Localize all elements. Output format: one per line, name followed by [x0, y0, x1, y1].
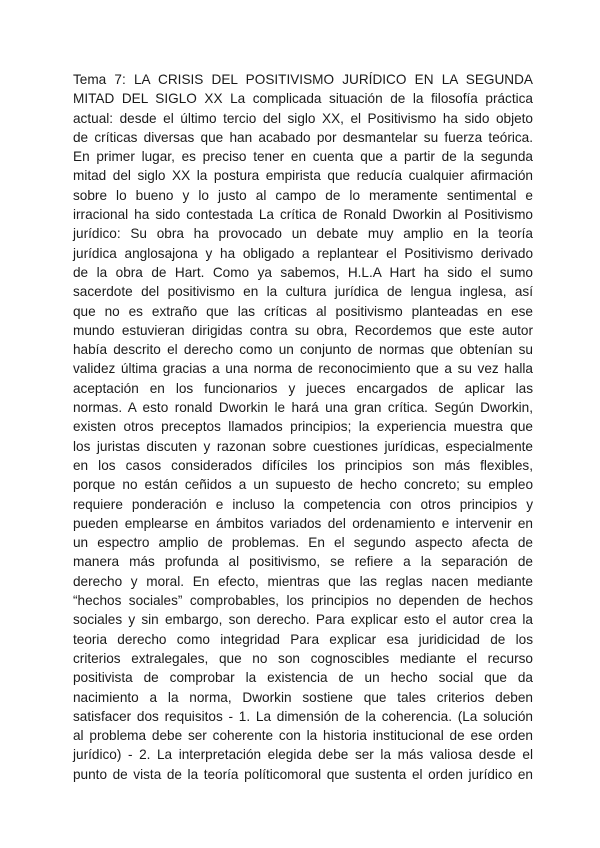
- text-line: criterios extralegales, que no son cognoscibles mediante el recurso: [73, 650, 533, 666]
- text-line: al problema debe ser coherente con la historia institucional de ese orden: [73, 728, 533, 744]
- text-line: los juristas discuten y razonan sobre cuestiones jurídicas, especialmente: [73, 438, 533, 454]
- text-line: mundo estuvieran dirigidas contra su obra, Recordemos que este autor: [73, 322, 533, 338]
- text-line: jurídica anglosajona y ha obligado a replantear el Positivismo derivado: [73, 245, 533, 261]
- text-line: punto de vista de la teoría políticomoral que sustenta el orden jurídico en: [73, 766, 533, 782]
- text-line: jurídico) - 2. La interpretación elegida debe ser la más valiosa desde el: [73, 747, 533, 763]
- text-line: jurídico: Su obra ha provocado un debate muy amplio en la teoría: [73, 226, 533, 242]
- text-line: irracional ha sido contestada La crítica de Ronald Dworkin al Positivismo: [73, 207, 533, 223]
- text-line: requiere ponderación e incluso la competencia con otros principios y: [73, 496, 533, 512]
- text-line: existen otros preceptos llamados principios; la experiencia muestra que: [73, 419, 533, 435]
- text-line: satisfacer dos requisitos - 1. La dimensión de la coherencia. (La solución: [73, 708, 533, 724]
- text-line: sacerdote del positivismo en la cultura jurídica de lengua inglesa, así: [73, 284, 533, 300]
- text-line: había descrito el derecho como un conjunto de normas que obtenían su: [73, 342, 533, 358]
- text-line: un espectro amplio de problemas. En el segundo aspecto afecta de: [73, 535, 533, 551]
- text-line: manera más profunda al positivismo, se refiere a la separación de: [73, 554, 533, 570]
- text-line: nacimiento a la norma, Dworkin sostiene que tales criterios deben: [73, 689, 533, 705]
- text-line: “hechos sociales” comprobables, los principios no dependen de hechos: [73, 593, 533, 609]
- text-line: de críticas diversas que han acabado por desmantelar su fuerza teórica.: [73, 129, 533, 145]
- text-line: porque no están ceñidos a un supuesto de hecho concreto; su empleo: [73, 477, 533, 493]
- text-line: normas. A esto ronald Dworkin le hará una gran crítica. Según Dworkin,: [73, 400, 533, 416]
- text-line: en los casos considerados difíciles los principios son más flexibles,: [73, 457, 533, 473]
- text-line: de la obra de Hart. Como ya sabemos, H.L.A Hart ha sido el sumo: [73, 264, 533, 280]
- text-line: mitad del siglo XX la postura empirista que reducía cualquier afirmación: [73, 168, 533, 184]
- text-line: En primer lugar, es preciso tener en cuenta que a partir de la segunda: [73, 149, 533, 165]
- text-line: que no es extraño que las críticas al positivismo planteadas en ese: [73, 303, 533, 319]
- text-line: teoria derecho como integridad Para explicar esa juridicidad de los: [73, 631, 533, 647]
- text-line: positivista de comprobar la existencia de un hecho social que da: [73, 670, 533, 686]
- document-body: [73, 70, 533, 784]
- text-line: validez última gracias a una norma de reconocimiento que a su vez halla: [73, 361, 533, 377]
- text-line: derecho y moral. En efecto, mientras que las reglas nacen mediante: [73, 573, 533, 589]
- text-line: pueden emplearse en ámbitos variados del ordenamiento e intervenir en: [73, 515, 533, 531]
- text-line: sociales y sin embargo, son derecho. Para explicar esto el autor crea la: [73, 612, 533, 628]
- text-line: aceptación en los funcionarios y jueces encargados de aplicar las: [73, 380, 533, 396]
- text-line: actual: desde el último tercio del siglo XX, el Positivismo ha sido objeto: [73, 110, 533, 126]
- text-line: MITAD DEL SIGLO XX La complicada situación de la filosofía práctica: [73, 91, 533, 107]
- text-line: Tema 7: LA CRISIS DEL POSITIVISMO JURÍDICO EN LA SEGUNDA: [73, 72, 533, 87]
- text-line: sobre lo bueno y lo justo al campo de lo meramente sentimental e: [73, 187, 533, 203]
